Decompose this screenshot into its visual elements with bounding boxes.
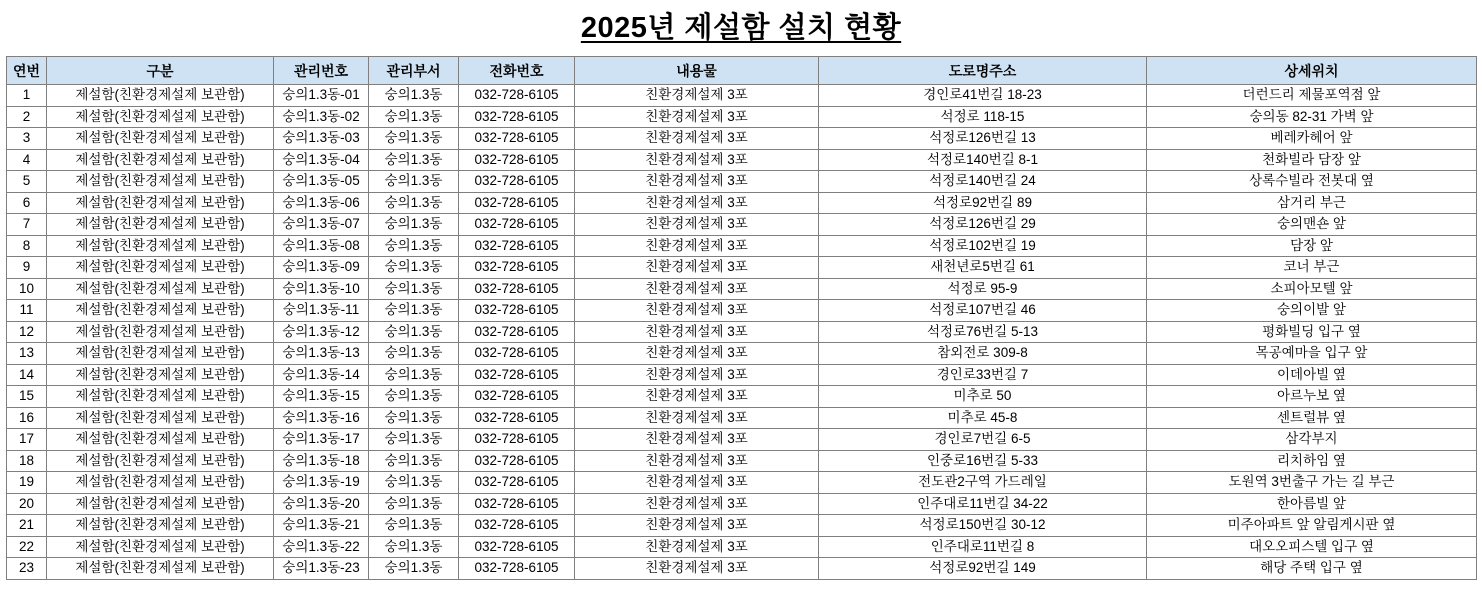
cell-mgmt-no: 숭의1.3동-12	[274, 321, 369, 343]
cell-detail: 삼각부지	[1147, 429, 1477, 451]
column-header-detail: 상세위치	[1147, 57, 1477, 85]
cell-detail: 천화빌라 담장 앞	[1147, 149, 1477, 171]
cell-detail: 담장 앞	[1147, 235, 1477, 257]
cell-content: 친환경제설제 3포	[575, 493, 819, 515]
table-row	[7, 515, 1477, 537]
cell-no: 4	[7, 149, 47, 171]
cell-mgmt-no: 숭의1.3동-11	[274, 300, 369, 322]
cell-phone: 032-728-6105	[459, 407, 575, 429]
table-row	[7, 106, 1477, 128]
cell-mgmt-no: 숭의1.3동-10	[274, 278, 369, 300]
table-row	[7, 386, 1477, 408]
column-header-no: 연번	[7, 57, 47, 85]
cell-detail: 도원역 3번출구 가는 길 부근	[1147, 472, 1477, 494]
table-row	[7, 85, 1477, 107]
cell-mgmt-no: 숭의1.3동-19	[274, 472, 369, 494]
cell-content: 친환경제설제 3포	[575, 515, 819, 537]
cell-mgmt-no: 숭의1.3동-22	[274, 536, 369, 558]
cell-phone: 032-728-6105	[459, 493, 575, 515]
cell-dept: 숭의1.3동	[369, 214, 459, 236]
cell-phone: 032-728-6105	[459, 321, 575, 343]
cell-type: 제설함(친환경제설제 보관함)	[47, 300, 274, 322]
cell-dept: 숭의1.3동	[369, 450, 459, 472]
cell-dept: 숭의1.3동	[369, 558, 459, 580]
cell-detail: 숭의이발 앞	[1147, 300, 1477, 322]
table-row	[7, 300, 1477, 322]
table-row	[7, 171, 1477, 193]
cell-phone: 032-728-6105	[459, 106, 575, 128]
cell-phone: 032-728-6105	[459, 472, 575, 494]
cell-dept: 숭의1.3동	[369, 536, 459, 558]
cell-dept: 숭의1.3동	[369, 493, 459, 515]
cell-mgmt-no: 숭의1.3동-01	[274, 85, 369, 107]
cell-phone: 032-728-6105	[459, 364, 575, 386]
cell-phone: 032-728-6105	[459, 300, 575, 322]
cell-phone: 032-728-6105	[459, 278, 575, 300]
cell-detail: 해당 주택 입구 옆	[1147, 558, 1477, 580]
cell-dept: 숭의1.3동	[369, 386, 459, 408]
cell-dept: 숭의1.3동	[369, 128, 459, 150]
cell-content: 친환경제설제 3포	[575, 472, 819, 494]
cell-phone: 032-728-6105	[459, 128, 575, 150]
cell-address: 참외전로 309-8	[819, 343, 1147, 365]
cell-detail: 미주아파트 앞 알림게시판 옆	[1147, 515, 1477, 537]
cell-detail: 숭의맨숀 앞	[1147, 214, 1477, 236]
cell-detail: 삼거리 부근	[1147, 192, 1477, 214]
table-row	[7, 429, 1477, 451]
cell-content: 친환경제설제 3포	[575, 278, 819, 300]
cell-content: 친환경제설제 3포	[575, 149, 819, 171]
cell-dept: 숭의1.3동	[369, 515, 459, 537]
snow-box-installation-table	[6, 56, 1477, 580]
cell-address: 석정로102번길 19	[819, 235, 1147, 257]
column-header-type: 구분	[47, 57, 274, 85]
table-row	[7, 558, 1477, 580]
cell-type: 제설함(친환경제설제 보관함)	[47, 450, 274, 472]
cell-content: 친환경제설제 3포	[575, 321, 819, 343]
cell-content: 친환경제설제 3포	[575, 429, 819, 451]
cell-address: 석정로107번길 46	[819, 300, 1147, 322]
cell-dept: 숭의1.3동	[369, 472, 459, 494]
cell-address: 석정로 118-15	[819, 106, 1147, 128]
cell-mgmt-no: 숭의1.3동-03	[274, 128, 369, 150]
cell-no: 9	[7, 257, 47, 279]
cell-content: 친환경제설제 3포	[575, 192, 819, 214]
cell-mgmt-no: 숭의1.3동-07	[274, 214, 369, 236]
cell-type: 제설함(친환경제설제 보관함)	[47, 257, 274, 279]
cell-dept: 숭의1.3동	[369, 364, 459, 386]
cell-detail: 소피아모텔 앞	[1147, 278, 1477, 300]
cell-dept: 숭의1.3동	[369, 300, 459, 322]
cell-address: 경인로41번길 18-23	[819, 85, 1147, 107]
column-header-content: 내용물	[575, 57, 819, 85]
table-row	[7, 364, 1477, 386]
table-header-row	[7, 57, 1477, 85]
table-row	[7, 450, 1477, 472]
cell-mgmt-no: 숭의1.3동-09	[274, 257, 369, 279]
cell-address: 전도관2구역 가드레일	[819, 472, 1147, 494]
cell-mgmt-no: 숭의1.3동-20	[274, 493, 369, 515]
cell-address: 석정로76번길 5-13	[819, 321, 1147, 343]
cell-mgmt-no: 숭의1.3동-23	[274, 558, 369, 580]
cell-phone: 032-728-6105	[459, 214, 575, 236]
cell-phone: 032-728-6105	[459, 235, 575, 257]
cell-no: 14	[7, 364, 47, 386]
cell-address: 미추로 45-8	[819, 407, 1147, 429]
cell-no: 19	[7, 472, 47, 494]
cell-address: 경인로7번길 6-5	[819, 429, 1147, 451]
cell-address: 새천년로5번길 61	[819, 257, 1147, 279]
cell-type: 제설함(친환경제설제 보관함)	[47, 106, 274, 128]
cell-phone: 032-728-6105	[459, 386, 575, 408]
cell-detail: 평화빌딩 입구 옆	[1147, 321, 1477, 343]
cell-no: 18	[7, 450, 47, 472]
cell-type: 제설함(친환경제설제 보관함)	[47, 386, 274, 408]
cell-content: 친환경제설제 3포	[575, 214, 819, 236]
cell-no: 10	[7, 278, 47, 300]
table-row	[7, 472, 1477, 494]
cell-detail: 코너 부근	[1147, 257, 1477, 279]
column-header-address: 도로명주소	[819, 57, 1147, 85]
cell-content: 친환경제설제 3포	[575, 343, 819, 365]
cell-phone: 032-728-6105	[459, 536, 575, 558]
cell-address: 인주대로11번길 34-22	[819, 493, 1147, 515]
cell-no: 20	[7, 493, 47, 515]
table-header	[7, 57, 1477, 85]
cell-address: 석정로126번길 29	[819, 214, 1147, 236]
cell-mgmt-no: 숭의1.3동-15	[274, 386, 369, 408]
cell-detail: 상록수빌라 전봇대 옆	[1147, 171, 1477, 193]
cell-detail: 베레카헤어 앞	[1147, 128, 1477, 150]
cell-no: 17	[7, 429, 47, 451]
cell-no: 6	[7, 192, 47, 214]
cell-type: 제설함(친환경제설제 보관함)	[47, 278, 274, 300]
table-row	[7, 343, 1477, 365]
cell-type: 제설함(친환경제설제 보관함)	[47, 407, 274, 429]
cell-address: 석정로 95-9	[819, 278, 1147, 300]
cell-phone: 032-728-6105	[459, 149, 575, 171]
table-row	[7, 257, 1477, 279]
column-header-dept: 관리부서	[369, 57, 459, 85]
cell-no: 5	[7, 171, 47, 193]
cell-no: 12	[7, 321, 47, 343]
cell-no: 8	[7, 235, 47, 257]
cell-content: 친환경제설제 3포	[575, 558, 819, 580]
cell-mgmt-no: 숭의1.3동-14	[274, 364, 369, 386]
cell-content: 친환경제설제 3포	[575, 300, 819, 322]
cell-dept: 숭의1.3동	[369, 192, 459, 214]
cell-no: 3	[7, 128, 47, 150]
table-row	[7, 192, 1477, 214]
cell-no: 11	[7, 300, 47, 322]
cell-no: 1	[7, 85, 47, 107]
cell-mgmt-no: 숭의1.3동-21	[274, 515, 369, 537]
cell-type: 제설함(친환경제설제 보관함)	[47, 493, 274, 515]
cell-detail: 이데아빌 옆	[1147, 364, 1477, 386]
cell-mgmt-no: 숭의1.3동-06	[274, 192, 369, 214]
cell-no: 7	[7, 214, 47, 236]
cell-mgmt-no: 숭의1.3동-08	[274, 235, 369, 257]
cell-detail: 센트럴뷰 옆	[1147, 407, 1477, 429]
cell-address: 석정로92번길 89	[819, 192, 1147, 214]
cell-content: 친환경제설제 3포	[575, 257, 819, 279]
cell-content: 친환경제설제 3포	[575, 536, 819, 558]
cell-dept: 숭의1.3동	[369, 171, 459, 193]
cell-dept: 숭의1.3동	[369, 407, 459, 429]
cell-mgmt-no: 숭의1.3동-16	[274, 407, 369, 429]
cell-mgmt-no: 숭의1.3동-04	[274, 149, 369, 171]
cell-phone: 032-728-6105	[459, 429, 575, 451]
cell-type: 제설함(친환경제설제 보관함)	[47, 214, 274, 236]
table-row	[7, 536, 1477, 558]
cell-dept: 숭의1.3동	[369, 429, 459, 451]
cell-content: 친환경제설제 3포	[575, 364, 819, 386]
cell-content: 친환경제설제 3포	[575, 106, 819, 128]
cell-mgmt-no: 숭의1.3동-05	[274, 171, 369, 193]
cell-address: 석정로92번길 149	[819, 558, 1147, 580]
cell-type: 제설함(친환경제설제 보관함)	[47, 192, 274, 214]
cell-address: 석정로140번길 8-1	[819, 149, 1147, 171]
cell-detail: 한아름빌 앞	[1147, 493, 1477, 515]
cell-mgmt-no: 숭의1.3동-02	[274, 106, 369, 128]
cell-type: 제설함(친환경제설제 보관함)	[47, 171, 274, 193]
cell-type: 제설함(친환경제설제 보관함)	[47, 515, 274, 537]
page-title: 2025년 제설함 설치 현황	[580, 12, 902, 44]
cell-no: 21	[7, 515, 47, 537]
cell-content: 친환경제설제 3포	[575, 128, 819, 150]
cell-type: 제설함(친환경제설제 보관함)	[47, 364, 274, 386]
cell-content: 친환경제설제 3포	[575, 171, 819, 193]
cell-phone: 032-728-6105	[459, 515, 575, 537]
table-row	[7, 278, 1477, 300]
cell-detail: 리치하임 옆	[1147, 450, 1477, 472]
cell-phone: 032-728-6105	[459, 558, 575, 580]
cell-type: 제설함(친환경제설제 보관함)	[47, 235, 274, 257]
cell-no: 15	[7, 386, 47, 408]
cell-dept: 숭의1.3동	[369, 321, 459, 343]
cell-address: 석정로150번길 30-12	[819, 515, 1147, 537]
cell-type: 제설함(친환경제설제 보관함)	[47, 429, 274, 451]
cell-phone: 032-728-6105	[459, 343, 575, 365]
cell-phone: 032-728-6105	[459, 450, 575, 472]
cell-no: 22	[7, 536, 47, 558]
column-header-mgmt-no: 관리번호	[274, 57, 369, 85]
cell-content: 친환경제설제 3포	[575, 407, 819, 429]
cell-type: 제설함(친환경제설제 보관함)	[47, 149, 274, 171]
cell-no: 23	[7, 558, 47, 580]
column-header-phone: 전화번호	[459, 57, 575, 85]
cell-address: 인중로16번길 5-33	[819, 450, 1147, 472]
cell-address: 미추로 50	[819, 386, 1147, 408]
document-page	[0, 3, 1482, 580]
cell-type: 제설함(친환경제설제 보관함)	[47, 85, 274, 107]
table-row	[7, 407, 1477, 429]
table-row	[7, 235, 1477, 257]
cell-dept: 숭의1.3동	[369, 278, 459, 300]
cell-dept: 숭의1.3동	[369, 85, 459, 107]
cell-content: 친환경제설제 3포	[575, 85, 819, 107]
cell-content: 친환경제설제 3포	[575, 386, 819, 408]
cell-detail: 숭의동 82-31 가벽 앞	[1147, 106, 1477, 128]
cell-phone: 032-728-6105	[459, 85, 575, 107]
cell-mgmt-no: 숭의1.3동-17	[274, 429, 369, 451]
cell-type: 제설함(친환경제설제 보관함)	[47, 321, 274, 343]
cell-dept: 숭의1.3동	[369, 235, 459, 257]
cell-type: 제설함(친환경제설제 보관함)	[47, 343, 274, 365]
cell-address: 인주대로11번길 8	[819, 536, 1147, 558]
cell-address: 석정로126번길 13	[819, 128, 1147, 150]
cell-mgmt-no: 숭의1.3동-13	[274, 343, 369, 365]
cell-detail: 더런드리 제물포역점 앞	[1147, 85, 1477, 107]
cell-type: 제설함(친환경제설제 보관함)	[47, 558, 274, 580]
table-row	[7, 493, 1477, 515]
cell-dept: 숭의1.3동	[369, 343, 459, 365]
cell-phone: 032-728-6105	[459, 171, 575, 193]
cell-address: 석정로140번길 24	[819, 171, 1147, 193]
cell-content: 친환경제설제 3포	[575, 235, 819, 257]
table-row	[7, 214, 1477, 236]
cell-no: 2	[7, 106, 47, 128]
cell-no: 13	[7, 343, 47, 365]
cell-dept: 숭의1.3동	[369, 106, 459, 128]
cell-dept: 숭의1.3동	[369, 257, 459, 279]
cell-type: 제설함(친환경제설제 보관함)	[47, 536, 274, 558]
cell-content: 친환경제설제 3포	[575, 450, 819, 472]
cell-dept: 숭의1.3동	[369, 149, 459, 171]
cell-phone: 032-728-6105	[459, 257, 575, 279]
cell-address: 경인로33번길 7	[819, 364, 1147, 386]
cell-phone: 032-728-6105	[459, 192, 575, 214]
cell-detail: 대오오피스텔 입구 옆	[1147, 536, 1477, 558]
cell-mgmt-no: 숭의1.3동-18	[274, 450, 369, 472]
cell-type: 제설함(친환경제설제 보관함)	[47, 128, 274, 150]
cell-type: 제설함(친환경제설제 보관함)	[47, 472, 274, 494]
cell-no: 16	[7, 407, 47, 429]
cell-detail: 아르누보 옆	[1147, 386, 1477, 408]
table-row	[7, 128, 1477, 150]
table-row	[7, 321, 1477, 343]
cell-detail: 목공예마을 입구 앞	[1147, 343, 1477, 365]
table-body	[7, 85, 1477, 580]
table-row	[7, 149, 1477, 171]
